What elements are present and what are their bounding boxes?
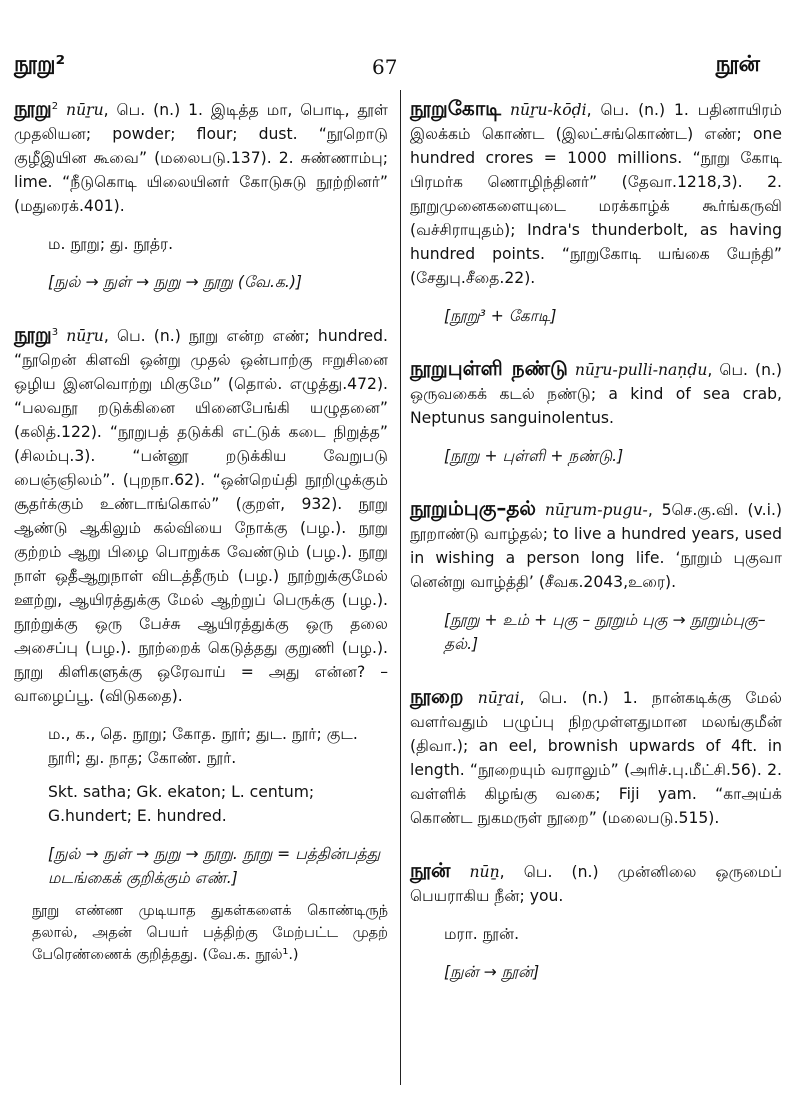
etymology: [நூறு + புள்ளி + நண்டு.] xyxy=(444,447,624,465)
transliteration: nūṟu xyxy=(66,101,104,119)
left-column xyxy=(14,96,388,994)
definition: , பெ. (n.) நூறு என்ற எண்; hundred. “நூறென் கிளவி ஒன்று முதல் ஒன்பாற்கு ஈறுசினை ஒழிய இனவொற்று மிகுமே” (தொல். எழுத்து.472). “பலவநூ றடுக்கினை யினைபேங்கி யழுதனை” (கலித்.122). “நூறுபத் தடுக்கி எட்டுக் கடை நிறுத்த” (சிலம்பு.3). “பன்னூ றடுக்கிய வேறுபடு பைஞ்ஞிலம்”. (புறநா.62). “ஒன்றெய்தி நூறிழுக்கும் சூதர்க்கும் உண்டாங்கொல்” (குறள், 932). நூறு ஆண்டு ஆகிலும் கல்வியை நோக்கு (பழ.). நூறு குற்றம் ஆறு பிழை பொறுக்க வேண்டும் (பழ.). நூறு நாள் ஒதீஆறுநாள் விடத்தீரும் (பழ.) நூற்றுக்குமேல் ஊற்று, ஆயிரத்துக்கு மேல் ஆற்றுப் பெருக்கு (பழ.). நூற்றுக்கு ஒரு பேச்சு ஆயிரத்துக்கு ஒரு தலை அசைப்பு (பழ.). நூற்றைக் கெடுத்தது குறுணி (பழ.). நூறு கிளிகளுக்கு ஒரேவாய் = அது என்ன? – வாழைப்பூ. (விடுகதை). xyxy=(14,327,388,705)
page-header xyxy=(0,0,800,80)
header-left-guideword: நூறு² xyxy=(14,52,66,77)
header-right-guideword: நூன் xyxy=(715,52,760,77)
definition: , 5செ.கு.வி. (v.i.) நூறாண்டு வாழ்தல்; to live a hundred years, used in wishing a person long life. ‘நூறும் புகுவா னென்று வாழ்த்தி’ (சீவக.2043,உரை). xyxy=(410,501,782,591)
etymology: [நூறு + உம் + புகு – நூறும் புகு → நூறும்புகு–தல்.] xyxy=(444,611,766,653)
definition: , பெ. (n.) முன்னிலை ஒருமைப் பெயராகிய நீன்; you. xyxy=(410,863,782,905)
headword: நூறும்புகு–தல் xyxy=(410,496,536,520)
etymology-note: நூறு எண்ண முடியாத துகள்களைக் கொண்டிருந் தலால், அதன் பெயர் பத்திற்கு மேற்பட்ட முதற் பேரெண்ணைக் குறித்தது. (வே.க. நூல்¹.) xyxy=(32,903,388,963)
transliteration: nūṟu-kōḍi xyxy=(509,101,587,119)
entry-nooru-2 xyxy=(14,96,388,294)
headword-superscript: 2 xyxy=(51,100,59,112)
cognates: மரா. நூன். xyxy=(444,925,520,943)
transliteration: nūṟum-pugu- xyxy=(544,501,648,519)
definition: , பெ. (n.) 1. இடித்த மா, பொடி, தூள் முதலியன; powder; flour; dust. “நூறொடு குழீஇயின கூவை” (மலைபடு.137). 2. சுண்ணாம்பு; lime. “நீடுகொடி யிலையினர் கோடுசுடு நூற்றினர்” (மதுரைக்.401). xyxy=(14,101,388,215)
headword-superscript: 3 xyxy=(51,326,59,338)
page-number: 67 xyxy=(372,55,398,79)
transliteration: nūṟai xyxy=(477,689,520,707)
headword: நூறுகோடி xyxy=(410,96,502,120)
etymology: [நூறு³ + கோடி] xyxy=(444,307,557,325)
transliteration: nūṟu-pulli-naṇḍu xyxy=(574,361,708,379)
entry-nooru-pulli-nandu xyxy=(410,356,782,468)
headword: நூறு xyxy=(14,96,52,120)
entry-nooru-3 xyxy=(14,322,388,966)
cognates-dravidian: ம., க., தெ. நூறு; கோத. நூர்; துட. நூர்; குட. நூரி; து. நாத; கோண். நூர். xyxy=(48,725,358,767)
headword: நூன் xyxy=(410,858,451,882)
entry-noorai xyxy=(410,684,782,830)
etymology: [நுல் → நுள் → நுறு → நூறு. நூறு = பத்தின்பத்து மடங்கைக் குறிக்கும் எண்.] xyxy=(48,845,381,887)
definition: , பெ. (n.) 1. பதினாயிரம் இலக்கம் கொண்ட (இலட்சங்கொண்ட) எண்; one hundred crores = 1000 millions. “நூறு கோடி பிரமர்க ணொழிந்தினர்” (தேவா.1218,3). 2. நூறுமுனைகளையுடை மரக்காழ்க் கூர்ங்கருவி (வச்சிராயுதம்); Indra's thunderbolt, as having hundred points. “நூறுகோடி யங்கை யேந்தி” (சேதுபு.சீதை.22). xyxy=(410,101,782,287)
transliteration: nūṉ xyxy=(469,863,500,881)
cognates-indo-european: Skt. satha; Gk. ekaton; L. centum; G.hundert; E. hundred. xyxy=(48,783,315,825)
definition: , பெ. (n.) ஒருவகைக் கடல் நண்டு; a kind of sea crab, Neptunus sanguinolentus. xyxy=(410,361,782,427)
headword: நூறுபுள்ளி நண்டு xyxy=(410,356,568,380)
entry-nooru-kodi xyxy=(410,96,782,328)
etymology: [நுன் → நூன்] xyxy=(444,963,540,981)
entry-noorumpugu-dal xyxy=(410,496,782,656)
transliteration: nūṟu xyxy=(66,327,104,345)
cognates: ம. நூறு; து. நூத்ர. xyxy=(48,235,174,253)
right-column xyxy=(410,96,782,1012)
headword: நூறை xyxy=(410,684,464,708)
column-divider xyxy=(400,90,401,1085)
definition: , பெ. (n.) 1. நான்கடிக்கு மேல் வளர்வதும் பழுப்பு நிறமுள்ளதுமான மலங்குமீன் (திவா.); an eel, brownish upwards of 4ft. in length. “நூறையும் வராலும்” (அரிச்.பு.மீட்சி.56). 2. வள்ளிக் கிழங்கு வகை; Fiji yam. “காஅய்க் கொண்ட நுகமருள் நூறை” (மலைபடு.515). xyxy=(410,689,782,827)
headword: நூறு xyxy=(14,322,52,346)
etymology: [நுல் → நுள் → நுறு → நூறு (வே.க.)] xyxy=(48,273,302,291)
entry-noon xyxy=(410,858,782,984)
